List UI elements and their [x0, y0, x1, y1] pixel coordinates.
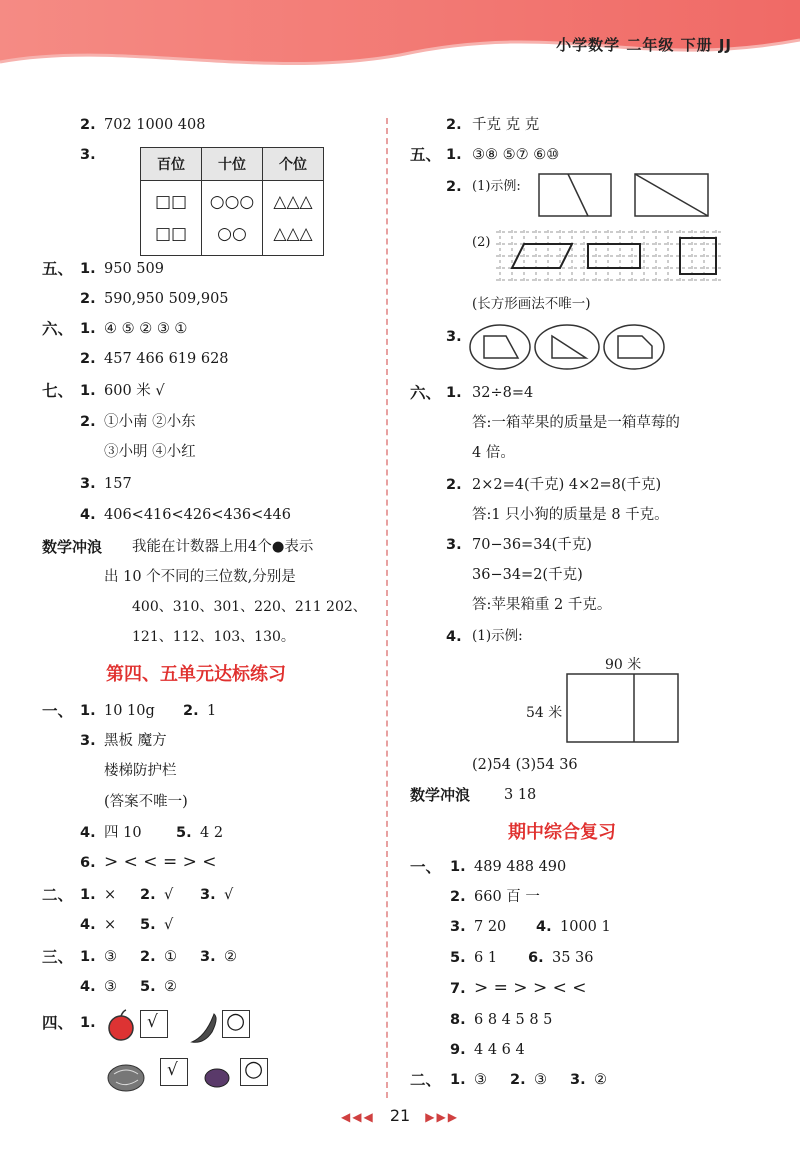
item-num: 3.	[80, 476, 96, 492]
section-label: 一、	[410, 858, 442, 876]
answer-text: 答:一箱苹果的质量是一箱草莓的	[472, 415, 680, 431]
item-num: 3.	[446, 537, 462, 553]
item-num: 1.	[80, 321, 96, 337]
answer-text: 36−34=2(千克)	[472, 567, 583, 583]
item-num: 2.	[80, 351, 96, 367]
prev-arrows-icon: ◀◀◀	[341, 1110, 375, 1124]
answer-text: 32÷8=4	[472, 385, 534, 401]
answer-text: 6 1	[474, 950, 498, 966]
answer-text: 出 10 个不同的三位数,分别是	[104, 569, 296, 585]
item-num: 4.	[536, 919, 552, 935]
item-num: 1.	[446, 147, 462, 163]
answer-text: 950 509	[104, 261, 164, 277]
section-label: 六、	[410, 384, 442, 402]
item-num: 3.	[450, 919, 466, 935]
chonglang-label: 数学冲浪	[410, 786, 471, 804]
answer-text: 10 10g	[104, 703, 155, 719]
midterm-title: 期中综合复习	[508, 822, 616, 843]
item-num: 2.	[140, 887, 156, 903]
rectangle-division-figures	[538, 172, 713, 220]
table-header: 个位	[263, 148, 324, 181]
answer-text: ①小南 ②小东	[104, 414, 196, 430]
answer-text: 黑板 魔方	[104, 733, 167, 749]
shape-sorting-ovals	[468, 322, 668, 372]
answer-text: ②	[594, 1072, 607, 1088]
item-num: 4.	[80, 825, 96, 841]
place-value-table	[140, 147, 324, 256]
item-num: 2.	[80, 291, 96, 307]
section-label: 三、	[42, 948, 74, 966]
field-rectangle-figure	[566, 672, 680, 744]
item-num: 3.	[570, 1072, 586, 1088]
next-arrows-icon: ▶▶▶	[425, 1110, 459, 1124]
answer-text: 6 8 4 5 8 5	[474, 1012, 553, 1028]
item-num: 4.	[446, 629, 462, 645]
answer-text: 489 488 490	[474, 859, 567, 875]
answer-text: 我能在计数器上用4个●表示	[132, 539, 314, 555]
item-num: 2.	[446, 477, 462, 493]
answer-text: ②	[224, 949, 237, 965]
answer-text: 答:苹果箱重 2 千克。	[472, 597, 612, 613]
answer-text: ③	[104, 949, 117, 965]
answer-text: ④ ⑤ ② ③ ①	[104, 321, 188, 337]
item-num: 3.	[80, 733, 96, 749]
item-num: 5.	[140, 979, 156, 995]
answer-text: 590,950 509,905	[104, 291, 229, 307]
answer-text: 4 倍。	[472, 445, 515, 461]
item-num: 2.	[80, 414, 96, 430]
item-num: 2.	[140, 949, 156, 965]
section-label: 二、	[42, 886, 74, 904]
apple-icon	[109, 1016, 133, 1040]
item-num: 2.	[446, 179, 462, 195]
answer-text: 702 1000 408	[104, 117, 206, 133]
item-num: 8.	[450, 1012, 466, 1028]
answer-text: 1	[207, 703, 217, 719]
item-num: 2.	[450, 889, 466, 905]
answer-text: 2×2=4(千克) 4×2=8(千克)	[472, 477, 662, 493]
item-num: 5.	[176, 825, 192, 841]
section-label: 二、	[410, 1071, 442, 1089]
answer-text: 457 466 619 628	[104, 351, 229, 367]
answer-text: > = > > < <	[474, 978, 587, 998]
item-num: 7.	[450, 981, 466, 997]
item-num: 1.	[80, 1015, 96, 1031]
answer-text: 400、310、301、220、211 202、	[132, 599, 367, 615]
item-num: 3.	[200, 887, 216, 903]
item-num: 4.	[80, 917, 96, 933]
table-cell: △△△ △△△	[263, 181, 324, 256]
item-num: 4.	[80, 979, 96, 995]
table-header: 百位	[141, 148, 202, 181]
answer-text: 3 18	[504, 787, 537, 803]
answer-text: 35 36	[552, 950, 594, 966]
answer-text: √	[164, 917, 174, 933]
answer-text: 4 2	[200, 825, 224, 841]
answer-text: 楼梯防护栏	[104, 763, 177, 779]
item-num: 2.	[183, 703, 199, 719]
answer-text: ①	[164, 949, 177, 965]
eggplant-icon	[205, 1069, 229, 1087]
item-num: 1.	[450, 859, 466, 875]
section-label: 七、	[42, 382, 74, 400]
answer-text: ③	[104, 979, 117, 995]
header-title: 小学数学 二年级 下册 JJ	[556, 36, 732, 54]
page-number: 21	[389, 1106, 411, 1125]
answer-text: 千克 克 克	[472, 117, 540, 133]
item-num: 2.	[446, 117, 462, 133]
answer-text: ×	[104, 887, 117, 903]
circle-mark: ○	[244, 1057, 264, 1082]
item-num: 1.	[446, 385, 462, 401]
table-cell: □□ □□	[141, 181, 202, 256]
dimension-label-top: 90 米	[605, 657, 642, 673]
check-mark: √	[167, 1060, 178, 1080]
item-num: 9.	[450, 1042, 466, 1058]
item-num: 1.	[80, 887, 96, 903]
answer-text: 70−36=34(千克)	[472, 537, 592, 553]
answer-text: ③小明 ④小红	[104, 444, 196, 460]
table-header: 十位	[202, 148, 263, 181]
dimension-label-left: 54 米	[526, 705, 563, 721]
answer-text: (1)示例:	[472, 628, 523, 644]
answer-text: (2)	[472, 235, 491, 250]
item-num: 6.	[528, 950, 544, 966]
answer-text: > < < = > <	[104, 852, 217, 872]
answer-text: 600 米 √	[104, 383, 165, 399]
item-num: 1.	[80, 949, 96, 965]
section-label: 五、	[42, 260, 74, 278]
answer-text: 157	[104, 476, 132, 492]
answer-text: √	[224, 887, 234, 903]
answer-text: ③	[534, 1072, 547, 1088]
section-label: 五、	[410, 146, 442, 164]
answer-text: 答:1 只小狗的质量是 8 千克。	[472, 507, 669, 523]
item-num: 1.	[80, 703, 96, 719]
item-num: 3.	[446, 329, 462, 345]
item-num: 5.	[140, 917, 156, 933]
answer-text: 121、112、103、130。	[132, 629, 295, 645]
item-num: 2.	[510, 1072, 526, 1088]
dotted-grid-figures	[496, 230, 722, 286]
column-divider	[386, 118, 388, 1098]
answer-text: ②	[164, 979, 177, 995]
unit-title: 第四、五单元达标练习	[106, 664, 286, 685]
cabbage-icon	[108, 1065, 144, 1091]
answer-text: ×	[104, 917, 117, 933]
answer-text: (1)示例:	[472, 179, 521, 194]
banana-icon	[192, 1014, 216, 1042]
section-label: 一、	[42, 702, 74, 720]
table-cell: ○○○ ○○	[202, 181, 263, 256]
answer-text: √	[164, 887, 174, 903]
answer-text: 4 4 6 4	[474, 1042, 525, 1058]
item-num: 1.	[80, 261, 96, 277]
answer-text: (答案不唯一)	[104, 794, 188, 810]
answer-text: ③⑧ ⑤⑦ ⑥⑩	[472, 147, 560, 163]
section-label: 六、	[42, 320, 74, 338]
answer-text: (2)54 (3)54 36	[472, 757, 578, 773]
section-label: 四、	[42, 1014, 74, 1032]
page-footer	[0, 1106, 800, 1125]
item-num: 1.	[80, 383, 96, 399]
answer-text: 660 百 一	[474, 889, 540, 905]
item-num: 4.	[80, 507, 96, 523]
answer-text: 1000 1	[560, 919, 611, 935]
circle-mark: ○	[226, 1009, 246, 1034]
item-num: 3.	[80, 147, 96, 163]
item-num: 6.	[80, 855, 96, 871]
answer-text: (长方形画法不唯一)	[472, 296, 591, 312]
answer-text: ③	[474, 1072, 487, 1088]
check-mark: √	[147, 1012, 158, 1032]
chonglang-label: 数学冲浪	[42, 538, 103, 556]
answer-text: 四 10	[104, 825, 142, 841]
item-num: 1.	[450, 1072, 466, 1088]
item-num: 2.	[80, 117, 96, 133]
item-num: 5.	[450, 950, 466, 966]
answer-text: 406<416<426<436<446	[104, 507, 291, 523]
answer-text: 7 20	[474, 919, 507, 935]
item-num: 3.	[200, 949, 216, 965]
